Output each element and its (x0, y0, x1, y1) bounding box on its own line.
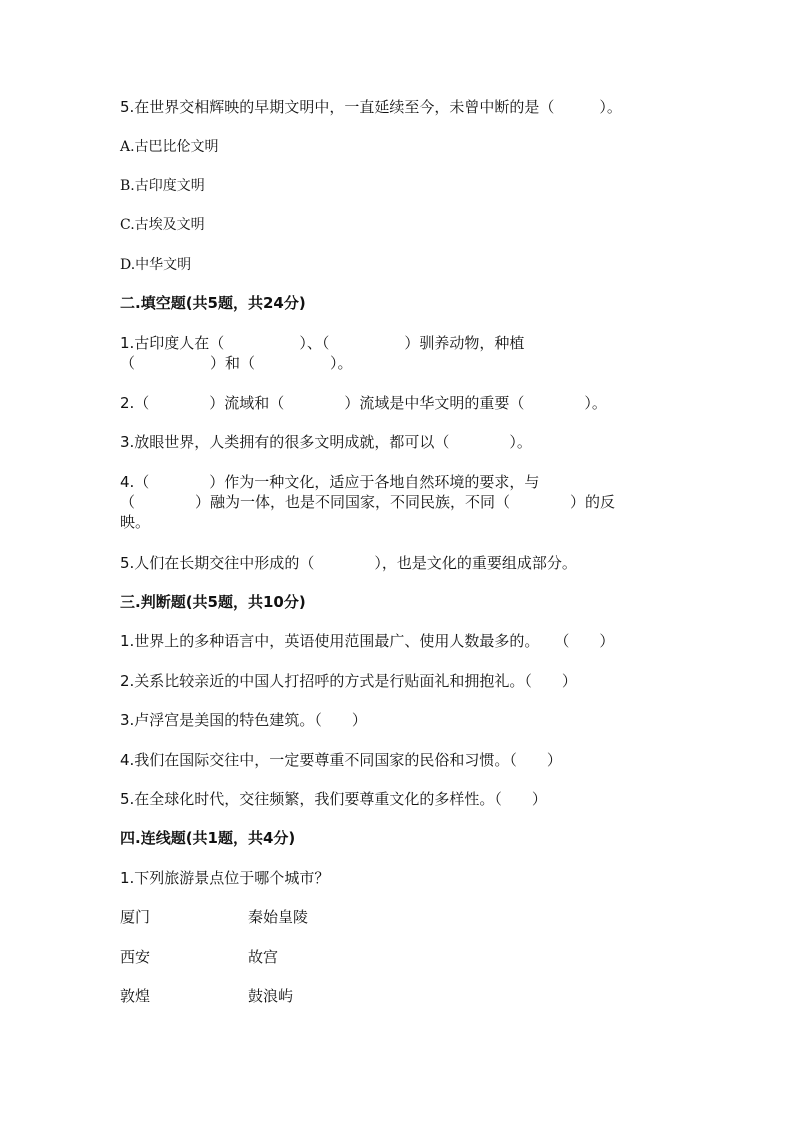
match-section-heading: 四.连线题(共1题，共4分) (120, 829, 296, 847)
choice-option-c: C.古埃及文明 (120, 217, 205, 233)
match-sight-2: 故宫 (248, 948, 279, 966)
fill-question-5: 5.人们在长期交往中形成的（ ），也是文化的重要组成部分。 (120, 554, 577, 572)
fill-question-1-line1: 1.古印度人在（ ）、（ ）驯养动物，种植 (120, 334, 525, 352)
match-sight-1: 秦始皇陵 (248, 908, 309, 926)
fill-question-3: 3.放眼世界，人类拥有的很多文明成就，都可以（ ）。 (120, 433, 532, 451)
match-question-1: 1.下列旅游景点位于哪个城市？ (120, 869, 330, 887)
fill-question-1-line2: （ ）和（ ）。 (120, 354, 353, 372)
fill-question-4-line1: 4.（ ）作为一种文化，适应于各地自然环境的要求，与 (120, 473, 540, 491)
judge-question-2: 2.关系比较亲近的中国人打招呼的方式是行贴面礼和拥抱礼。（ ） (120, 672, 577, 690)
match-sight-3: 鼓浪屿 (248, 987, 294, 1005)
choice-question-5: 5.在世界交相辉映的早期文明中，一直延续至今，未曾中断的是（ ）。 (120, 98, 622, 116)
fill-question-4-line2: （ ）融为一体，也是不同国家，不同民族，不同（ ）的反 (120, 493, 616, 511)
judge-question-4: 4.我们在国际交往中，一定要尊重不同国家的民俗和习惯。（ ） (120, 751, 562, 769)
fill-section-heading: 二.填空题(共5题，共24分) (120, 294, 306, 312)
fill-question-4-line3: 映。 (120, 513, 151, 531)
judge-question-1: 1.世界上的多种语言中，英语使用范围最广、使用人数最多的。 （ ） (120, 632, 615, 650)
match-city-1: 厦门 (120, 908, 151, 926)
judge-question-3: 3.卢浮宫是美国的特色建筑。（ ） (120, 711, 367, 729)
choice-option-b: B.古印度文明 (120, 178, 205, 194)
match-city-2: 西安 (120, 948, 151, 966)
choice-option-d: D.中华文明 (120, 257, 192, 273)
judge-question-5: 5.在全球化时代，交往频繁，我们要尊重文化的多样性。（ ） (120, 790, 547, 808)
judge-section-heading: 三.判断题(共5题，共10分) (120, 593, 306, 611)
choice-option-a: A.古巴比伦文明 (120, 139, 219, 155)
fill-question-2: 2.（ ）流域和（ ）流域是中华文明的重要（ ）。 (120, 394, 607, 412)
match-city-3: 敦煌 (120, 987, 151, 1005)
